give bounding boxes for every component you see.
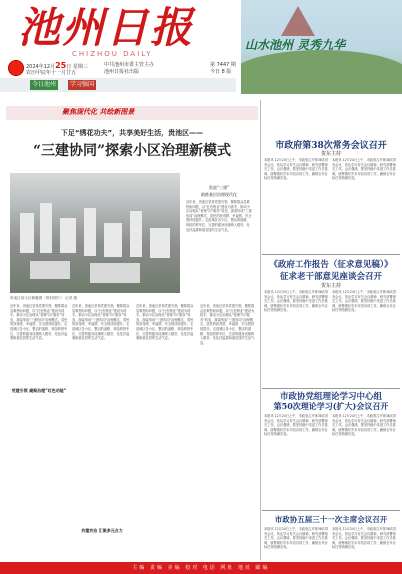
story-divider [262, 388, 400, 389]
nav-chip[interactable]: 学习强国 [70, 81, 95, 88]
story-body: 本报讯 12月24日上午，市政府召开第38次常务会议，传达学习有关会议精神，研究部署相关工作。会议强调，要坚持稳中求进工作总基调，统筹做好岁末年初各项工作，确保全年目标任务圆满完成。 [332, 527, 397, 550]
side-box-title: 贵池“三建” [208, 185, 230, 190]
column-tag: 聚焦现代化 共绘新图景 [62, 107, 135, 116]
page-count: 今日 8 版 [210, 69, 232, 75]
story-body: 本报讯 12月24日上午，市政府召开第38次常务会议，传达学习有关会议精神，研究部署相关工作。会议强调，要坚持稳中求进工作总基调，统筹做好岁末年初各项工作，确保全年目标任务圆满完成。 [264, 158, 329, 181]
hill-graphic [241, 50, 402, 94]
issue-number: 第 7447 期 [210, 62, 236, 68]
column-divider [260, 100, 261, 560]
publisher-line: 中共池州市委主管主办 [104, 62, 155, 68]
banner-slogan: 山水池州 灵秀九华 [245, 38, 346, 52]
feature-body: 近年来，贵池区坚持党建引领，聚焦群众急难愁盼问题，以“红色物业”建设为抓手，推动小区治理从“管理”向“服务”转变，探索形成“三建协同”治理模式，居民的获得感、幸福感、安全感持续提升。走进城区各小区，整洁的道路、规范的停车位、完善的健身设施映入眼帘，处处洋溢着和谐宜居的生活气息。 [136, 304, 194, 341]
story-body: 本报讯 12月24日上午，市政府召开第38次常务会议，传达学习有关会议精神，研究部署相关工作。会议强调，要坚持稳中求进工作总基调，统筹做好岁末年初各项工作，确保全年目标任务圆满完成。 [264, 414, 329, 437]
side-box-subtitle: 助推基层治理现代化 [201, 192, 237, 197]
headline-3[interactable]: 市政协党组理论学习中心组 [279, 392, 382, 402]
date-prefix: 2024年12月 [26, 64, 56, 70]
headline-1[interactable]: 市政府第38次常务会议召开 [275, 141, 387, 151]
emblem-icon [8, 60, 24, 76]
headline-4[interactable]: 市政协五届三十一次主席会议召开 [274, 515, 388, 524]
headline-3-line-2[interactable]: 第50次理论学习(扩大)会议召开 [273, 401, 389, 411]
feature-body: 近年来，贵池区坚持党建引领，聚焦群众急难愁盼问题，以“红色物业”建设为抓手，推动小区治理从“管理”向“服务”转变，探索形成“三建协同”治理模式，居民的获得感、幸福感、安全感持续提升。走进城区各小区，整洁的道路、规范的停车位、完善的健身设施映入眼帘，处处洋溢着和谐宜居的生活气息。 [200, 304, 255, 345]
story-body: 本报讯 12月24日上午，市政府召开第38次常务会议，传达学习有关会议精神，研究部署相关工作。会议强调，要坚持稳中求进工作总基调，统筹做好岁末年初各项工作，确保全年目标任务圆满完成。 [264, 290, 329, 313]
publisher-line: 池州日报社出版 [104, 69, 140, 75]
byline-2: 贺东主持 [320, 283, 341, 289]
feature-subhead: 党建引领 凝聚治理“红色动能” [11, 388, 67, 393]
date-day: 25 [55, 61, 67, 70]
byline-1: 贺东主持 [320, 151, 341, 157]
pagoda-graphic [281, 6, 315, 36]
story-body: 本报讯 12月24日上午，市政府召开第38次常务会议，传达学习有关会议精神，研究部署相关工作。会议强调，要坚持稳中求进工作总基调，统筹做好岁末年初各项工作，确保全年目标任务圆满完成。 [332, 158, 397, 181]
feature-photo [10, 173, 180, 293]
story-divider [262, 510, 400, 511]
nav-chip[interactable]: 今日池州 [32, 81, 57, 88]
feature-headline[interactable]: “三建协同”探索小区治理新模式 [32, 143, 232, 159]
headline-2-line-2[interactable]: 征求老干部意见座谈会召开 [279, 272, 382, 282]
headline-2[interactable]: 《政府工作报告（征求意见稿）》 [269, 260, 393, 270]
banner-image [241, 0, 402, 94]
feature-subhead: 共建共治 汇聚多元合力 [81, 528, 123, 533]
lunar-date: 农历甲辰年十一月廿五 [26, 70, 77, 76]
feature-body: 近年来，贵池区坚持党建引领，聚焦群众急难愁盼问题，以“红色物业”建设为抓手，推动小区治理从“管理”向“服务”转变，探索形成“三建协同”治理模式，居民的获得感、幸福感、安全感持续提升。走进城区各小区，整洁的道路、规范的停车位、完善的健身设施映入眼帘，处处洋溢着和谐宜居的生活气息。 [10, 304, 68, 341]
date-suffix: 日 星期三 [66, 64, 88, 70]
issue-info [210, 62, 236, 76]
footer-text: 主编 责编 美编 校对 电话 网址 地址 邮编 [132, 565, 270, 571]
story-body: 本报讯 12月24日上午，市政府召开第38次常务会议，传达学习有关会议精神，研究部署相关工作。会议强调，要坚持稳中求进工作总基调，统筹做好岁末年初各项工作，确保全年目标任务圆满完成。 [332, 290, 397, 313]
newspaper-pinyin: CHIZHOU DAILY [72, 50, 153, 58]
newspaper-logo: 池州日报 [18, 3, 195, 52]
photo-caption: 贵池区某小区俯瞰图（资料图片） 记者 摄 [10, 296, 77, 300]
feature-body: 近年来，贵池区坚持党建引领，聚焦群众急难愁盼问题，以“红色物业”建设为抓手，推动小区治理从“管理”向“服务”转变，探索形成“三建协同”治理模式，居民的获得感、幸福感、安全感持续提升。走进城区各小区，整洁的道路、规范的停车位、完善的健身设施映入眼帘，处处洋溢着和谐宜居的生活气息。 [186, 200, 252, 232]
story-body: 本报讯 12月24日上午，市政府召开第38次常务会议，传达学习有关会议精神，研究部署相关工作。会议强调，要坚持稳中求进工作总基调，统筹做好岁末年初各项工作，确保全年目标任务圆满完成。 [332, 414, 397, 437]
feature-kicker: 下足“绣花功夫”，共享美好生活，贵池区—— [60, 129, 204, 137]
story-divider [262, 254, 400, 255]
feature-body: 近年来，贵池区坚持党建引领，聚焦群众急难愁盼问题，以“红色物业”建设为抓手，推动小区治理从“管理”向“服务”转变，探索形成“三建协同”治理模式，居民的获得感、幸福感、安全感持续提升。走进城区各小区，整洁的道路、规范的停车位、完善的健身设施映入眼帘，处处洋溢着和谐宜居的生活气息。 [72, 304, 130, 341]
publisher-info [104, 62, 214, 76]
story-body: 本报讯 12月24日上午，市政府召开第38次常务会议，传达学习有关会议精神，研究部署相关工作。会议强调，要坚持稳中求进工作总基调，统筹做好岁末年初各项工作，确保全年目标任务圆满完成。 [264, 527, 329, 550]
